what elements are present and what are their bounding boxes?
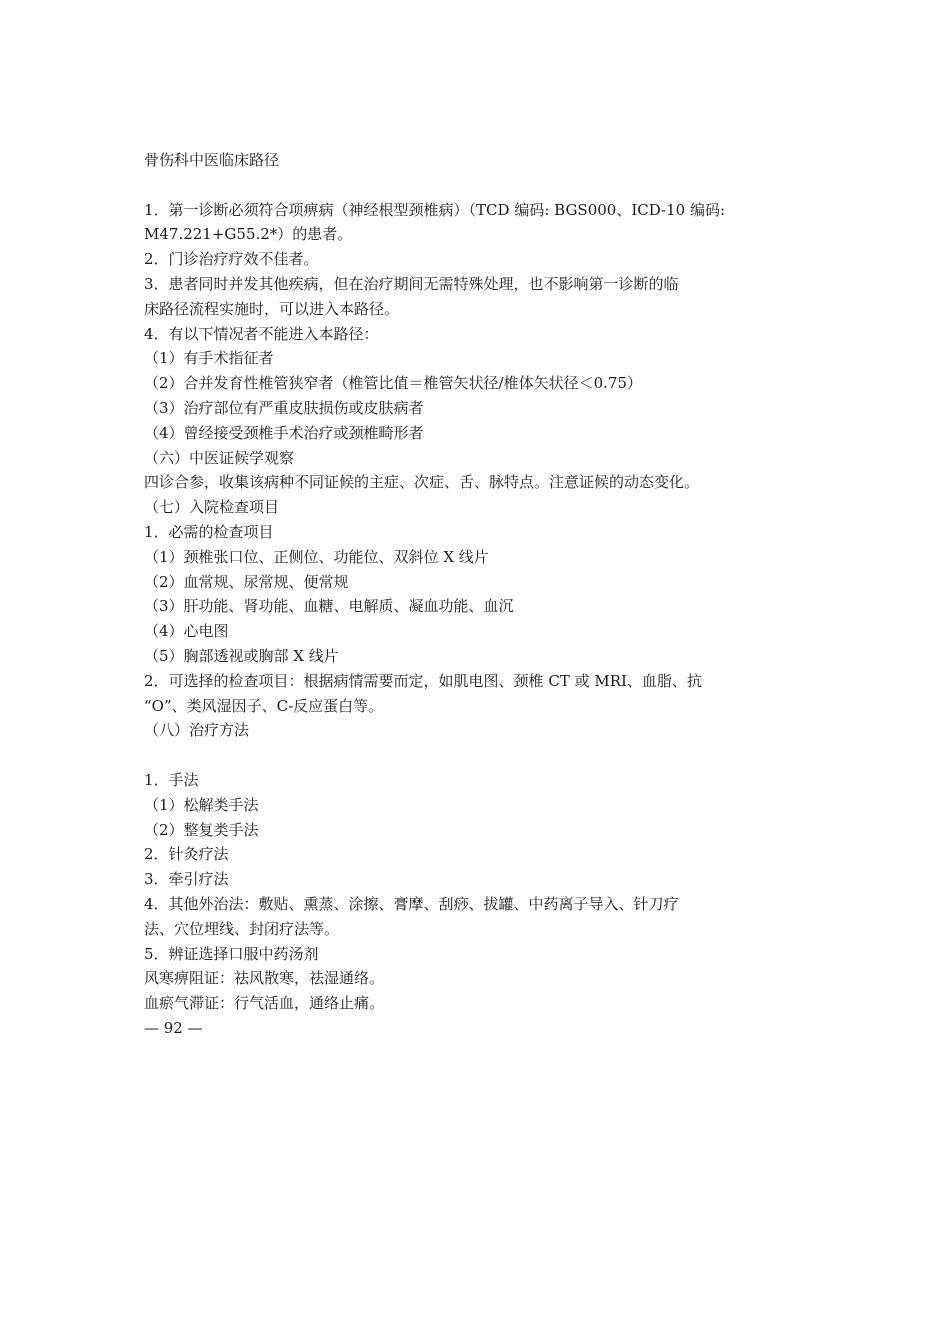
text-line: 血瘀气滞证：行气活血，通络止痛。 (144, 994, 385, 1013)
text-line: 风寒痹阻证：祛风散寒，祛湿通络。 (144, 969, 385, 988)
text-line: M47.221+G55.2*）的患者。 (144, 225, 353, 244)
text-line: 床路径流程实施时，可以进入本路径。 (144, 299, 400, 318)
text-line: （2）合并发育性椎管狭窄者（椎管比值＝椎管矢状径/椎体矢状径＜0.75） (144, 374, 642, 393)
text-line: 1．第一诊断必须符合项痹病（神经根型颈椎病）（TCD 编码: BGS000、ICD-10 编码: (144, 200, 726, 219)
text-line: （4）心电图 (144, 622, 229, 641)
text-line: 3．牵引疗法 (144, 870, 229, 889)
text-line: （1）颈椎张口位、正侧位、功能位、双斜位 X 线片 (144, 547, 489, 566)
text-line: （1）松解类手法 (144, 795, 259, 814)
section-heading: （六）中医证候学观察 (144, 448, 295, 467)
text-line: （2）血常规、尿常规、便常规 (144, 572, 349, 591)
text-line: 4．有以下情况者不能进入本路径： (144, 324, 379, 343)
text-line (144, 743, 824, 768)
document-body (144, 148, 824, 1041)
text-line: 4．其他外治法：敷贴、熏蒸、涂擦、膏摩、刮痧、拔罐、中药离子导入、针刀疗 (144, 894, 679, 913)
section-heading: （八）治疗方法 (144, 721, 250, 740)
text-line: 四诊合参，收集该病种不同证候的主症、次症、舌、脉特点。注意证候的动态变化。 (144, 473, 700, 492)
text-line: （4）曾经接受颈椎手术治疗或颈椎畸形者 (144, 423, 424, 442)
text-line: （3）治疗部位有严重皮肤损伤或皮肤病者 (144, 398, 424, 417)
text-line: 1．手法 (144, 770, 199, 789)
section-heading: （七）入院检查项目 (144, 498, 280, 517)
text-line: 1．必需的检查项目 (144, 522, 274, 541)
text-line: 法、穴位埋线、封闭疗法等。 (144, 919, 340, 938)
document-title: 骨伤科中医临床路径 (144, 151, 280, 169)
text-line: 2．门诊治疗疗效不佳者。 (144, 250, 319, 269)
text-line: （3）肝功能、肾功能、血糖、电解质、凝血功能、血沉 (144, 597, 514, 616)
text-line (144, 173, 824, 198)
page-number: — 92 — (144, 1018, 203, 1037)
text-line: 2．针灸疗法 (144, 845, 229, 864)
text-line: （5）胸部透视或胸部 X 线片 (144, 646, 339, 665)
text-line: 2．可选择的检查项目：根据病情需要而定，如肌电图、颈椎 CT 或 MRI、血脂、抗 (144, 671, 702, 690)
text-line: （2）整复类手法 (144, 820, 259, 839)
text-line: 3．患者同时并发其他疾病，但在治疗期间无需特殊处理，也不影响第一诊断的临 (144, 274, 679, 293)
text-line: “O”、类风湿因子、C-反应蛋白等。 (144, 696, 384, 715)
text-line: （1）有手术指征者 (144, 349, 274, 368)
text-line: 5．辨证选择口服中药汤剂 (144, 944, 319, 963)
